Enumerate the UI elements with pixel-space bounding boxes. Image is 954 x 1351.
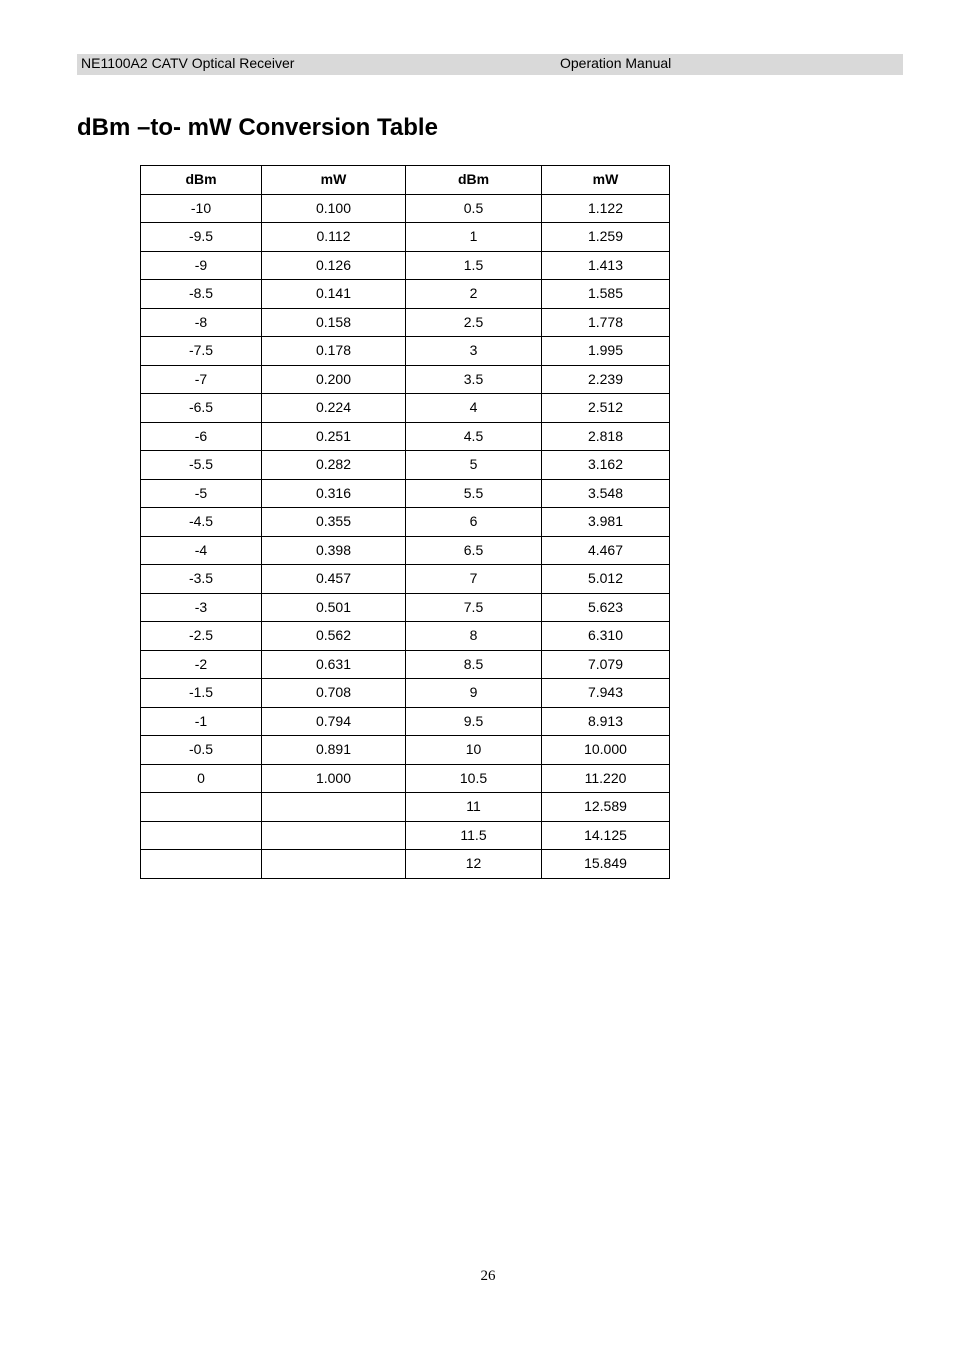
column-header: dBm bbox=[406, 166, 542, 195]
table-cell: 0.708 bbox=[262, 679, 406, 708]
table-body bbox=[141, 194, 670, 878]
table-row bbox=[141, 394, 670, 423]
table-cell: 1.5 bbox=[406, 251, 542, 280]
table-row bbox=[141, 593, 670, 622]
table-cell: 5.623 bbox=[542, 593, 670, 622]
table-cell: -6 bbox=[141, 422, 262, 451]
table-row bbox=[141, 793, 670, 822]
table-cell: 0.224 bbox=[262, 394, 406, 423]
table-cell: 6 bbox=[406, 508, 542, 537]
table-cell: 0.891 bbox=[262, 736, 406, 765]
table-cell: 9 bbox=[406, 679, 542, 708]
table-cell: 0.398 bbox=[262, 536, 406, 565]
table-cell: 15.849 bbox=[542, 850, 670, 879]
table-cell: 0.355 bbox=[262, 508, 406, 537]
table-cell: 0.794 bbox=[262, 707, 406, 736]
table-cell: 6.310 bbox=[542, 622, 670, 651]
table-cell: 4 bbox=[406, 394, 542, 423]
table-row bbox=[141, 251, 670, 280]
table-cell: 0.457 bbox=[262, 565, 406, 594]
table-row bbox=[141, 622, 670, 651]
table-cell: 3.548 bbox=[542, 479, 670, 508]
table-row bbox=[141, 422, 670, 451]
table-cell: 0.316 bbox=[262, 479, 406, 508]
running-header bbox=[77, 54, 903, 75]
table-row bbox=[141, 679, 670, 708]
table-cell: 0.112 bbox=[262, 223, 406, 252]
table-cell: -4 bbox=[141, 536, 262, 565]
table-cell: 11.5 bbox=[406, 821, 542, 850]
table-cell: 0.5 bbox=[406, 194, 542, 223]
conversion-table bbox=[140, 165, 670, 879]
table-cell: 1.122 bbox=[542, 194, 670, 223]
column-header: mW bbox=[262, 166, 406, 195]
table-cell: 10.000 bbox=[542, 736, 670, 765]
table-row bbox=[141, 308, 670, 337]
table-cell: 3 bbox=[406, 337, 542, 366]
table-cell: 1.000 bbox=[262, 764, 406, 793]
table-cell: 5.012 bbox=[542, 565, 670, 594]
table-cell: 2 bbox=[406, 280, 542, 309]
table-cell: 8.5 bbox=[406, 650, 542, 679]
table-cell: -7 bbox=[141, 365, 262, 394]
table-cell: 11 bbox=[406, 793, 542, 822]
table-cell bbox=[262, 793, 406, 822]
table-cell: -2.5 bbox=[141, 622, 262, 651]
table-cell: 10.5 bbox=[406, 764, 542, 793]
table-cell: 3.981 bbox=[542, 508, 670, 537]
table-cell: 0.501 bbox=[262, 593, 406, 622]
table-row bbox=[141, 565, 670, 594]
table-row bbox=[141, 223, 670, 252]
table-cell: 2.5 bbox=[406, 308, 542, 337]
table-cell: 0.562 bbox=[262, 622, 406, 651]
table-cell: 4.5 bbox=[406, 422, 542, 451]
table-cell bbox=[141, 821, 262, 850]
table-cell: -3.5 bbox=[141, 565, 262, 594]
table-row bbox=[141, 736, 670, 765]
table-cell: -1.5 bbox=[141, 679, 262, 708]
table-row bbox=[141, 707, 670, 736]
table-row bbox=[141, 508, 670, 537]
table-cell: 1.585 bbox=[542, 280, 670, 309]
column-header: mW bbox=[542, 166, 670, 195]
table-cell: -5 bbox=[141, 479, 262, 508]
table-row bbox=[141, 194, 670, 223]
column-header: dBm bbox=[141, 166, 262, 195]
table-row bbox=[141, 337, 670, 366]
table-cell: 4.467 bbox=[542, 536, 670, 565]
table-row bbox=[141, 280, 670, 309]
table-row bbox=[141, 451, 670, 480]
table-cell: -5.5 bbox=[141, 451, 262, 480]
table-row bbox=[141, 764, 670, 793]
table-row bbox=[141, 850, 670, 879]
table-cell: 9.5 bbox=[406, 707, 542, 736]
header-product-name: NE1100A2 CATV Optical Receiver bbox=[81, 55, 295, 71]
table-cell: 7 bbox=[406, 565, 542, 594]
table-cell: 0.100 bbox=[262, 194, 406, 223]
table-cell: 11.220 bbox=[542, 764, 670, 793]
table-cell: 2.818 bbox=[542, 422, 670, 451]
table-cell: -9 bbox=[141, 251, 262, 280]
table-cell: 0.282 bbox=[262, 451, 406, 480]
table-cell: 1 bbox=[406, 223, 542, 252]
table-cell: -2 bbox=[141, 650, 262, 679]
table-cell: 1.259 bbox=[542, 223, 670, 252]
table-cell: 2.512 bbox=[542, 394, 670, 423]
table-cell: 5 bbox=[406, 451, 542, 480]
table-cell bbox=[262, 821, 406, 850]
table-cell: -6.5 bbox=[141, 394, 262, 423]
table-cell bbox=[141, 793, 262, 822]
table-cell: -0.5 bbox=[141, 736, 262, 765]
table-cell: 5.5 bbox=[406, 479, 542, 508]
table-cell: 3.162 bbox=[542, 451, 670, 480]
table-cell: -8.5 bbox=[141, 280, 262, 309]
table-cell: 0 bbox=[141, 764, 262, 793]
table-cell: 0.126 bbox=[262, 251, 406, 280]
table-row bbox=[141, 479, 670, 508]
page-number: 26 bbox=[480, 1268, 496, 1284]
header-document-type: Operation Manual bbox=[560, 55, 672, 71]
table-cell: 14.125 bbox=[542, 821, 670, 850]
table-cell: 7.079 bbox=[542, 650, 670, 679]
table-header-row bbox=[141, 166, 670, 195]
table-row bbox=[141, 650, 670, 679]
table-cell: 7.5 bbox=[406, 593, 542, 622]
table-cell: -4.5 bbox=[141, 508, 262, 537]
table-cell: -10 bbox=[141, 194, 262, 223]
table-cell: -3 bbox=[141, 593, 262, 622]
table-cell: 7.943 bbox=[542, 679, 670, 708]
table-cell bbox=[141, 850, 262, 879]
table-cell: -9.5 bbox=[141, 223, 262, 252]
table-cell: 1.995 bbox=[542, 337, 670, 366]
table-cell: 0.141 bbox=[262, 280, 406, 309]
table-cell: -7.5 bbox=[141, 337, 262, 366]
table-cell: 0.200 bbox=[262, 365, 406, 394]
page-title: dBm –to- mW Conversion Table bbox=[77, 114, 438, 141]
table-cell: -8 bbox=[141, 308, 262, 337]
table-cell: 10 bbox=[406, 736, 542, 765]
table-cell: 8 bbox=[406, 622, 542, 651]
table-cell: 0.251 bbox=[262, 422, 406, 451]
table-cell: 12 bbox=[406, 850, 542, 879]
table-cell: 2.239 bbox=[542, 365, 670, 394]
table-cell: 3.5 bbox=[406, 365, 542, 394]
table-row bbox=[141, 821, 670, 850]
table-row bbox=[141, 536, 670, 565]
table-cell: 6.5 bbox=[406, 536, 542, 565]
table-cell: 0.158 bbox=[262, 308, 406, 337]
table-cell: 8.913 bbox=[542, 707, 670, 736]
table-cell: -1 bbox=[141, 707, 262, 736]
table-cell: 12.589 bbox=[542, 793, 670, 822]
table-cell: 1.413 bbox=[542, 251, 670, 280]
table-cell: 0.631 bbox=[262, 650, 406, 679]
table-cell bbox=[262, 850, 406, 879]
table-cell: 0.178 bbox=[262, 337, 406, 366]
table-cell: 1.778 bbox=[542, 308, 670, 337]
table-row bbox=[141, 365, 670, 394]
